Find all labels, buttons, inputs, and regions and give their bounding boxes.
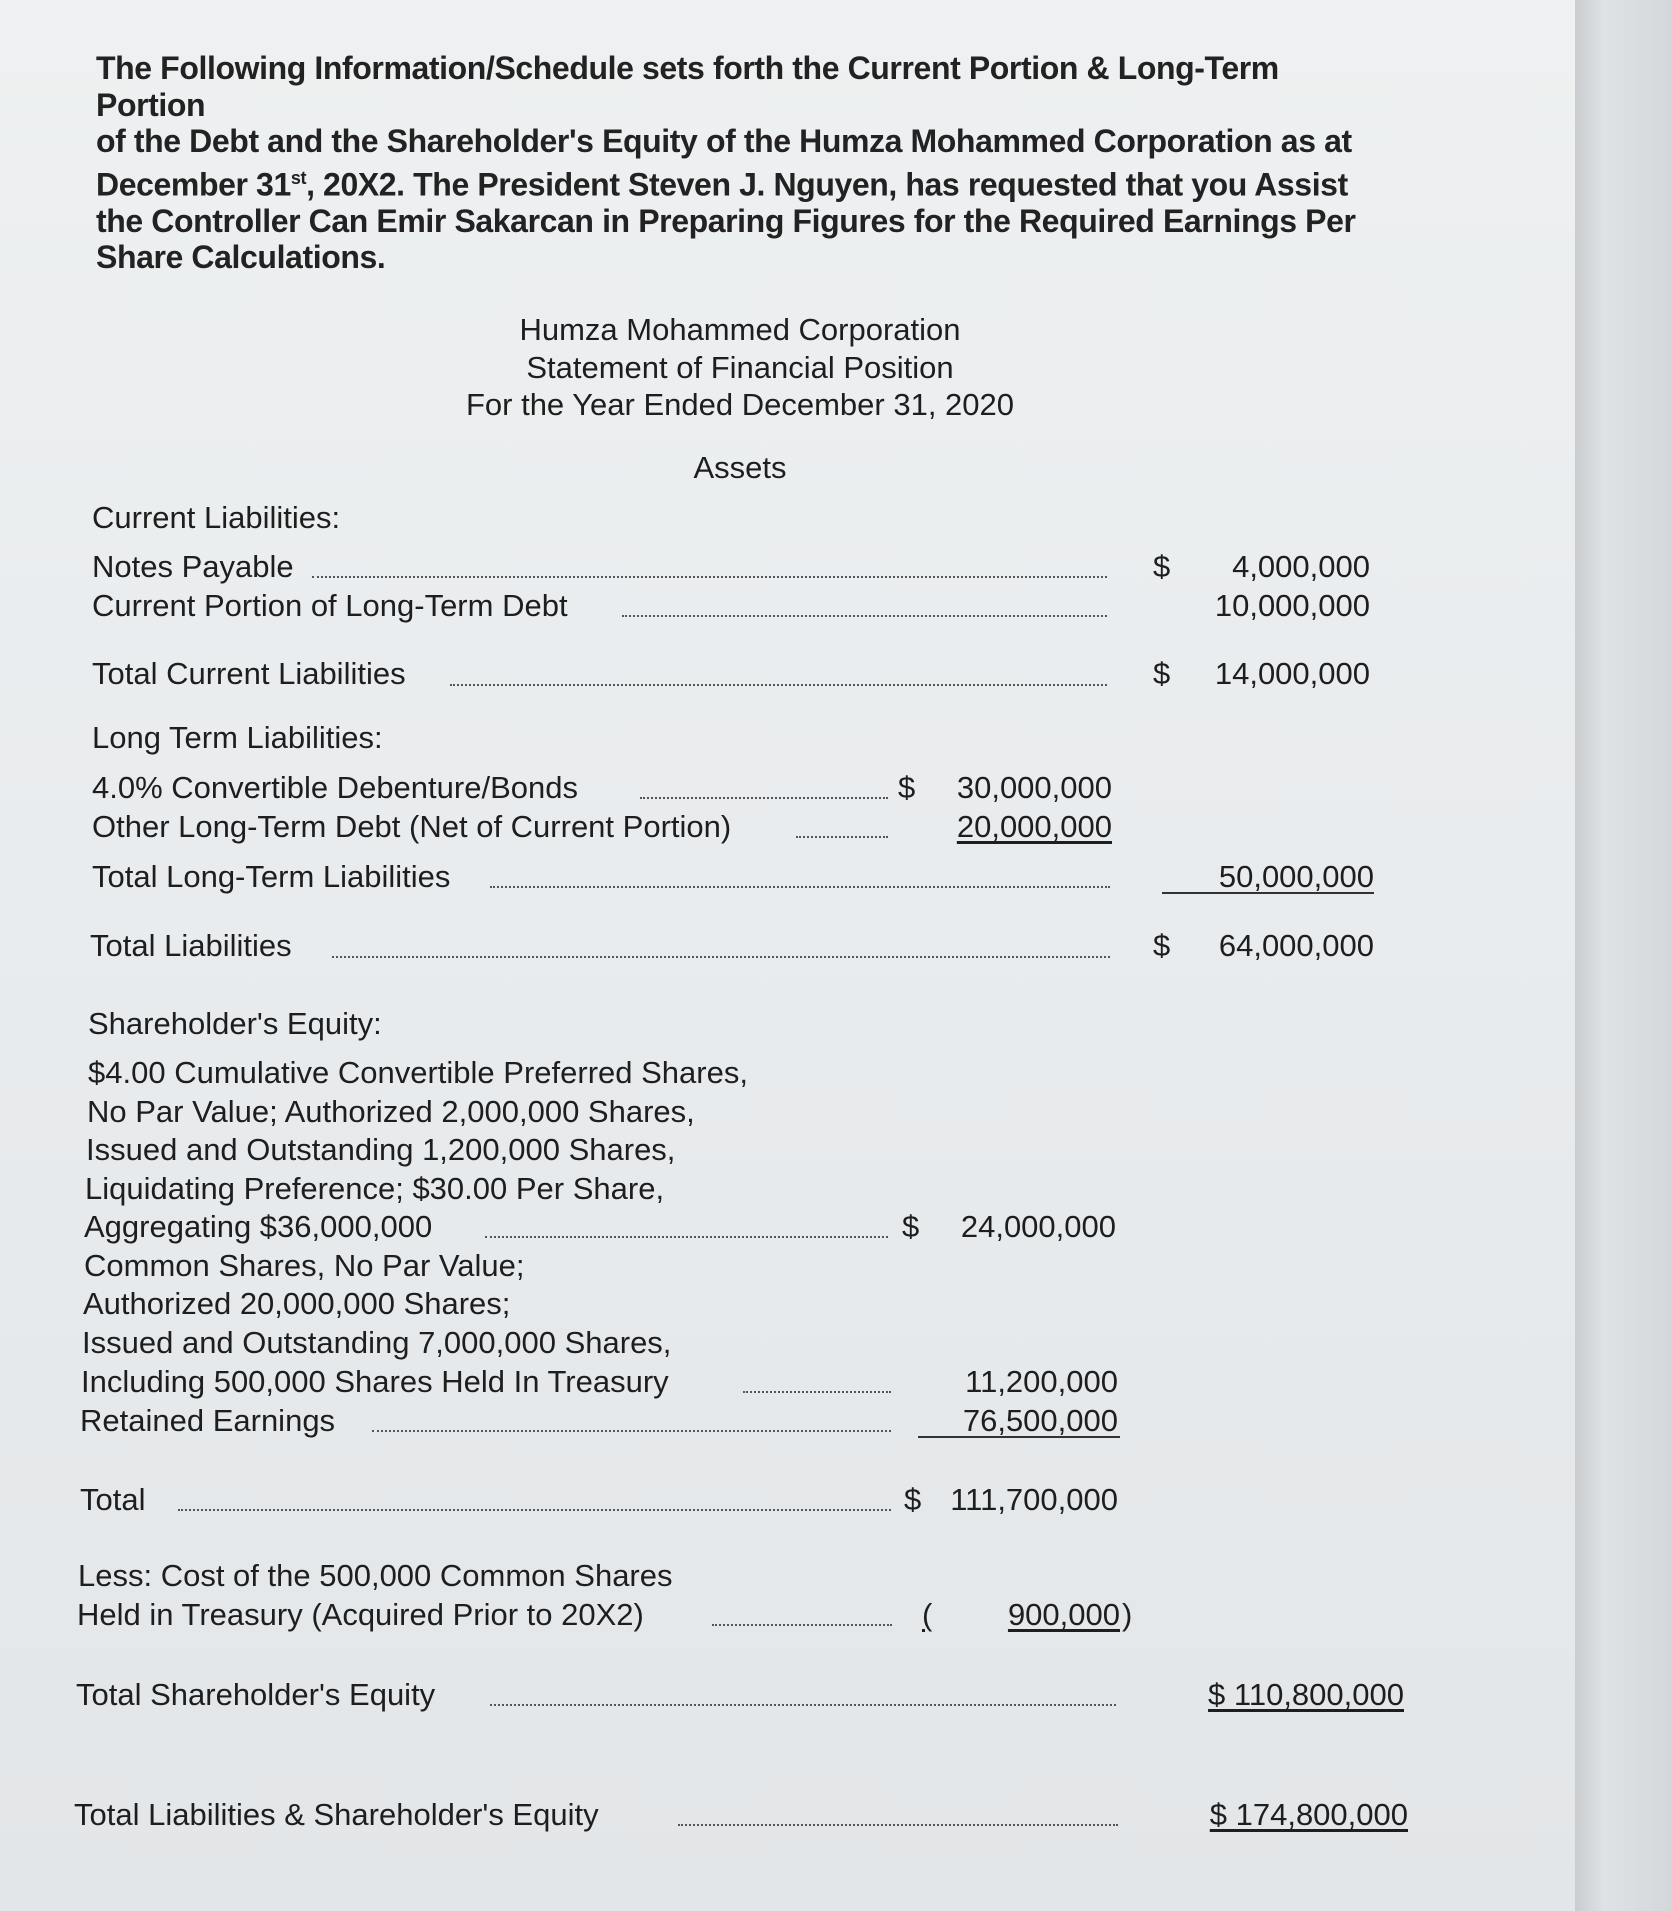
leader-dots	[450, 684, 1107, 686]
current-portion-label: Current Portion of Long-Term Debt	[92, 588, 568, 623]
total-liabilities-label: Total Liabilities	[90, 928, 292, 963]
common-shares-line: Issued and Outstanding 7,000,000 Shares,	[82, 1325, 672, 1360]
other-long-term-debt-label: Other Long-Term Debt (Net of Current Portion)	[92, 809, 732, 844]
convertible-bonds-label: 4.0% Convertible Debenture/Bonds	[92, 770, 578, 805]
section-title: Assets	[693, 450, 787, 485]
notes-payable-amount: 4,000,000	[1232, 549, 1370, 584]
common-shares-amount: 11,200,000	[965, 1364, 1118, 1399]
close-parenthesis: )	[1122, 1597, 1133, 1632]
preferred-shares-line: Aggregating $36,000,000	[84, 1209, 433, 1244]
intro-text: , 20X2. The President Steven J. Nguyen, has requested that you Assist	[306, 166, 1348, 203]
currency-sign: $	[1153, 928, 1171, 963]
ordinal-suffix: st	[290, 167, 307, 188]
statement-period: For the Year Ended December 31, 2020	[465, 387, 1015, 422]
intro-paragraph	[96, 50, 1396, 276]
intro-text: December 31	[96, 166, 291, 203]
preferred-shares-line: Liquidating Preference; $30.00 Per Share,	[85, 1171, 665, 1206]
leader-dots	[490, 1704, 1116, 1706]
retained-earnings-label: Retained Earnings	[80, 1403, 336, 1438]
treasury-shares-line: Less: Cost of the 500,000 Common Shares	[78, 1558, 673, 1593]
intro-line: The Following Information/Schedule sets forth the Current Portion & Long-Term Portion	[96, 50, 1279, 123]
intro-line	[96, 160, 1396, 203]
leader-dots	[332, 956, 1110, 958]
page-edge-background	[1575, 0, 1671, 1911]
total-current-liabilities-amount: 14,000,000	[1214, 656, 1370, 691]
other-long-term-debt-amount: 20,000,000	[956, 809, 1112, 844]
leader-dots	[743, 1391, 891, 1393]
currency-sign: $	[904, 1482, 922, 1517]
leader-dots	[712, 1624, 892, 1626]
equity-total-amount: 111,700,000	[950, 1482, 1118, 1517]
total-current-liabilities-label: Total Current Liabilities	[92, 656, 406, 691]
grand-total-label: Total Liabilities & Shareholder's Equity	[74, 1797, 599, 1832]
underline-rule	[918, 1436, 1120, 1438]
retained-earnings-amount: 76,500,000	[962, 1403, 1118, 1438]
current-portion-amount: 10,000,000	[1214, 588, 1370, 623]
leader-dots	[796, 836, 888, 838]
total-liabilities-amount: 64,000,000	[1218, 928, 1374, 963]
open-parenthesis: (	[922, 1597, 933, 1632]
total-long-term-liabilities-amount: 50,000,000	[1218, 859, 1374, 894]
long-term-liabilities-heading: Long Term Liabilities:	[92, 720, 383, 755]
common-shares-line: Authorized 20,000,000 Shares;	[83, 1286, 511, 1321]
equity-total-label: Total	[80, 1482, 146, 1517]
notes-payable-label: Notes Payable	[92, 549, 294, 584]
convertible-bonds-amount: 30,000,000	[956, 770, 1112, 805]
leader-dots	[372, 1430, 891, 1432]
statement-title: Statement of Financial Position	[526, 350, 954, 385]
total-equity-label: Total Shareholder's Equity	[76, 1677, 436, 1712]
currency-sign: $	[898, 770, 916, 805]
equity-heading: Shareholder's Equity:	[88, 1006, 382, 1041]
intro-line: of the Debt and the Shareholder's Equity of the Humza Mohammed Corporation as at	[96, 123, 1352, 159]
total-equity-amount: $ 110,800,000	[1208, 1677, 1404, 1712]
preferred-shares-line: Issued and Outstanding 1,200,000 Shares,	[86, 1132, 676, 1167]
common-shares-line: Common Shares, No Par Value;	[84, 1248, 525, 1283]
currency-sign: $	[902, 1209, 920, 1244]
total-long-term-liabilities-label: Total Long-Term Liabilities	[92, 859, 451, 894]
grand-total-amount: $ 174,800,000	[1209, 1797, 1408, 1832]
common-shares-line: Including 500,000 Shares Held In Treasury	[81, 1364, 669, 1399]
preferred-shares-amount: 24,000,000	[960, 1209, 1116, 1244]
leader-dots	[490, 886, 1110, 888]
leader-dots	[622, 615, 1107, 617]
leader-dots	[312, 576, 1107, 578]
leader-dots	[640, 797, 888, 799]
currency-sign: $	[1153, 549, 1171, 584]
treasury-shares-amount: 900,000	[1007, 1597, 1120, 1632]
intro-line: the Controller Can Emir Sakarcan in Preparing Figures for the Required Earnings Per	[96, 202, 1356, 239]
preferred-shares-line: $4.00 Cumulative Convertible Preferred Shares,	[88, 1055, 748, 1090]
current-liabilities-heading: Current Liabilities:	[92, 500, 341, 535]
preferred-shares-line: No Par Value; Authorized 2,000,000 Shares,	[87, 1094, 695, 1129]
treasury-shares-line: Held in Treasury (Acquired Prior to 20X2)	[77, 1597, 644, 1632]
intro-line: Share Calculations.	[96, 239, 386, 276]
leader-dots	[485, 1236, 888, 1238]
leader-dots	[678, 1824, 1118, 1826]
company-name: Humza Mohammed Corporation	[519, 312, 961, 347]
underline-rule	[1162, 892, 1374, 894]
leader-dots	[178, 1509, 891, 1511]
currency-sign: $	[1153, 656, 1171, 691]
